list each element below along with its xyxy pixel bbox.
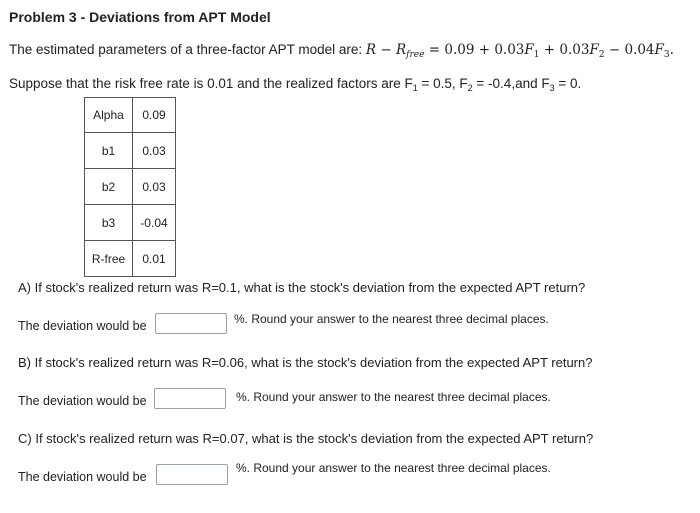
answer-prompt-b: The deviation would be: [18, 394, 147, 408]
answer-prompt-a: The deviation would be: [18, 319, 147, 333]
question-c: C) If stock's realized return was R=0.07, what is the stock's deviation from the expected APT return?: [18, 431, 594, 446]
table-row: [85, 241, 176, 277]
table-row: [85, 169, 176, 205]
table-row: [85, 205, 176, 241]
table-row: [85, 133, 176, 169]
apt-equation: $R - R_{free} = 0.09 + 0.03F_1 + 0.03F_2 - 0.04F_3$.: [365, 42, 674, 60]
answer-hint-c: %. Round your answer to the nearest three decimal places.: [236, 461, 551, 475]
model-statement-prefix: The estimated parameters of a three-factor APT model are:: [9, 42, 366, 57]
answer-hint-b: %. Round your answer to the nearest three decimal places.: [236, 390, 551, 404]
question-b: B) If stock's realized return was R=0.06, what is the stock's deviation from the expected APT return?: [18, 355, 593, 370]
param-value: -0.04: [133, 205, 176, 241]
parameter-table: [84, 97, 176, 277]
param-value: 0.03: [133, 169, 176, 205]
param-value: 0.03: [133, 133, 176, 169]
param-label: b1: [85, 133, 133, 169]
param-label: R-free: [85, 241, 133, 277]
answer-input-c[interactable]: [156, 464, 228, 485]
model-statement: [9, 42, 674, 60]
question-a: A) If stock's realized return was R=0.1, what is the stock's deviation from the expected APT return?: [18, 280, 586, 295]
param-label: Alpha: [85, 98, 133, 133]
problem-title: Problem 3 - Deviations from APT Model: [9, 9, 271, 25]
answer-input-b[interactable]: [154, 388, 226, 409]
assumption-statement: Suppose that the risk free rate is 0.01 and the realized factors are $F_1 = 0.5$, $F_2 = -0.4,and$ $F_3 = 0$.: [9, 76, 582, 93]
answer-input-a[interactable]: [155, 313, 227, 334]
param-value: 0.01: [133, 241, 176, 277]
param-value: 0.09: [133, 98, 176, 133]
answer-hint-a: %. Round your answer to the nearest three decimal places.: [234, 312, 549, 326]
answer-prompt-c: The deviation would be: [18, 470, 147, 484]
param-label: b2: [85, 169, 133, 205]
table-row: [85, 98, 176, 133]
param-label: b3: [85, 205, 133, 241]
